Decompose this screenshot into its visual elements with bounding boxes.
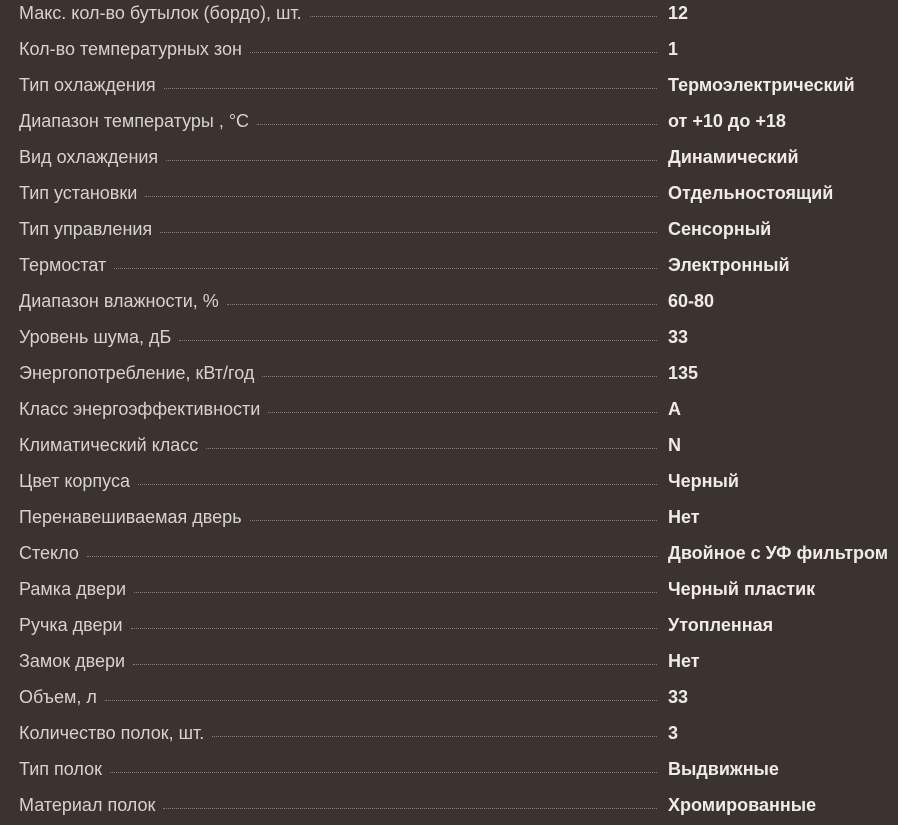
dotted-leader [138, 484, 657, 485]
dotted-leader [110, 772, 657, 773]
dotted-leader [212, 736, 657, 737]
dotted-leader [133, 664, 657, 665]
dotted-leader [164, 88, 657, 89]
spec-value: 1 [668, 39, 679, 59]
dotted-leader [250, 52, 657, 53]
spec-row [0, 571, 898, 607]
spec-label: Макс. кол-во бутылок (бордо), шт. [19, 3, 302, 23]
dotted-leader [166, 160, 657, 161]
spec-row [0, 31, 898, 67]
dotted-leader [87, 556, 657, 557]
dotted-leader [206, 448, 657, 449]
spec-value: 12 [668, 3, 689, 23]
spec-row [0, 139, 898, 175]
spec-label: Количество полок, шт. [19, 723, 205, 743]
spec-row [0, 463, 898, 499]
spec-label: Термостат [19, 255, 107, 275]
spec-label: Перенавешиваемая дверь [19, 507, 242, 527]
spec-row [0, 319, 898, 355]
spec-value: Двойное с УФ фильтром [668, 543, 889, 563]
spec-label: Замок двери [19, 651, 126, 671]
spec-value: Электронный [668, 255, 790, 275]
spec-row [0, 427, 898, 463]
dotted-leader [105, 700, 657, 701]
spec-row [0, 175, 898, 211]
spec-row [0, 391, 898, 427]
dotted-leader [179, 340, 657, 341]
spec-value: Отдельностоящий [668, 183, 834, 203]
dotted-leader [227, 304, 657, 305]
spec-row [0, 715, 898, 751]
spec-value: Выдвижные [668, 759, 779, 779]
spec-value: Черный пластик [668, 579, 816, 599]
spec-row [0, 247, 898, 283]
spec-row [0, 283, 898, 319]
dotted-leader [134, 592, 657, 593]
dotted-leader [310, 16, 657, 17]
spec-row [0, 67, 898, 103]
spec-value: Термоэлектрический [668, 75, 855, 95]
spec-label: Цвет корпуса [19, 471, 130, 491]
spec-value: Хромированные [668, 795, 817, 815]
spec-label: Стекло [19, 543, 79, 563]
spec-value: Сенсорный [668, 219, 772, 239]
spec-label: Тип управления [19, 219, 153, 239]
spec-row [0, 787, 898, 823]
spec-value: Утопленная [668, 615, 774, 635]
dotted-leader [114, 268, 657, 269]
spec-label: Энергопотребление, кВт/год [19, 363, 255, 383]
spec-label: Диапазон влажности, % [19, 291, 219, 311]
spec-value: Динамический [668, 147, 799, 167]
dotted-leader [262, 376, 657, 377]
spec-row [0, 0, 898, 31]
spec-label: Диапазон температуры , °С [19, 111, 250, 131]
spec-label: Класс энергоэффективности [19, 399, 261, 419]
spec-value: 33 [668, 687, 689, 707]
spec-label: Климатический класс [19, 435, 199, 455]
spec-label: Ручка двери [19, 615, 123, 635]
dotted-leader [257, 124, 657, 125]
spec-row [0, 607, 898, 643]
spec-value: Нет [668, 651, 700, 671]
spec-row [0, 355, 898, 391]
spec-value: 135 [668, 363, 699, 383]
spec-value: N [668, 435, 681, 455]
spec-row [0, 103, 898, 139]
spec-label: Кол-во температурных зон [19, 39, 242, 59]
spec-value: A [668, 399, 681, 419]
spec-row [0, 211, 898, 247]
spec-value: 33 [668, 327, 689, 347]
dotted-leader [268, 412, 657, 413]
dotted-leader [160, 232, 657, 233]
spec-row [0, 643, 898, 679]
spec-label: Тип установки [19, 183, 138, 203]
spec-label: Тип полок [19, 759, 102, 779]
spec-row [0, 751, 898, 787]
spec-label: Вид охлаждения [19, 147, 159, 167]
spec-label: Рамка двери [19, 579, 127, 599]
spec-value: Нет [668, 507, 700, 527]
dotted-leader [131, 628, 657, 629]
spec-label: Уровень шума, дБ [19, 327, 172, 347]
spec-row [0, 679, 898, 715]
spec-value: от +10 до +18 [668, 111, 786, 131]
spec-row [0, 499, 898, 535]
spec-label: Материал полок [19, 795, 156, 815]
spec-value: 60-80 [668, 291, 715, 311]
spec-label: Объем, л [19, 687, 97, 707]
spec-row [0, 535, 898, 571]
dotted-leader [145, 196, 657, 197]
spec-label: Тип охлаждения [19, 75, 156, 95]
spec-value: Черный [668, 471, 739, 491]
spec-value: 3 [668, 723, 679, 743]
dotted-leader [163, 808, 657, 809]
dotted-leader [250, 520, 657, 521]
